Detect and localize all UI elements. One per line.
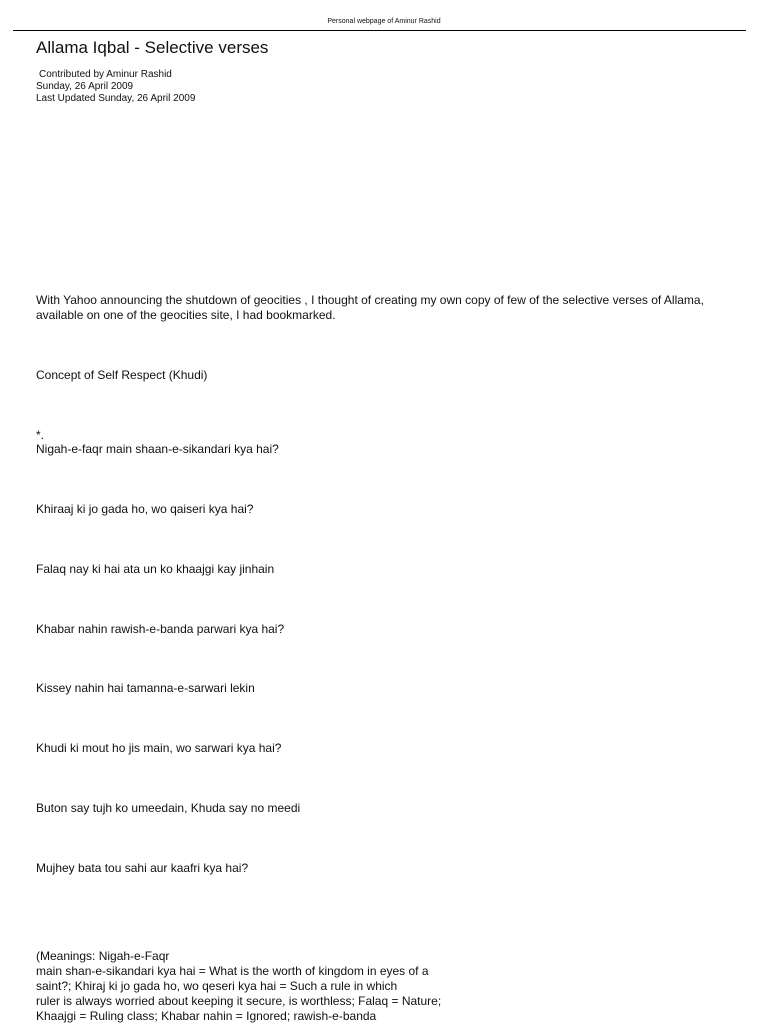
bullet-marker: *. [36,428,45,442]
publish-date: Sunday, 26 April 2009 [36,81,134,92]
article-title: Allama Iqbal - Selective verses [36,38,269,57]
last-updated: Last Updated Sunday, 26 April 2009 [36,93,196,104]
verse-line: Kissey nahin hai tamanna-e-sarwari lekin [36,681,255,695]
meanings-line: ruler is always worried about keeping it secure, is worthless; Falaq = Nature; [36,994,442,1008]
verse-line: Khudi ki mout ho jis main, wo sarwari kya hai? [36,741,282,755]
meanings-block [36,949,496,1024]
meanings-line: main shan-e-sikandari kya hai = What is the worth of kingdom in eyes of a [36,964,429,978]
article-meta [36,69,195,105]
verse-line: Buton say tujh ko umeedain, Khuda say no meedi [36,801,301,815]
verse-line: Khabar nahin rawish-e-banda parwari kya hai? [36,622,285,636]
meanings-line: saint?; Khiraj ki jo gada ho, wo qeseri kya hai = Such a rule in which [36,979,398,993]
meanings-line: (Meanings: Nigah-e-Faqr [36,949,170,963]
verse-line: Nigah-e-faqr main shaan-e-sikandari kya hai? [36,442,279,456]
header-divider [13,30,746,31]
verse-line: Falaq nay ki hai ata un ko khaajgi kay jinhain [36,562,275,576]
contributor-line: Contributed by Aminur Rashid [39,69,172,80]
verse-line: Khiraaj ki jo gada ho, wo qaiseri kya hai? [36,502,254,516]
section-heading: Concept of Self Respect (Khudi) [36,368,208,382]
intro-paragraph: With Yahoo announcing the shutdown of geocities , I thought of creating my own copy of few of the selective verses of Allama, available on one of the geocities site, I had bookmarked. [36,293,704,322]
meanings-line: Khaajgi = Ruling class; Khabar nahin = Ignored; rawish-e-banda [36,1009,377,1023]
verse-line: Mujhey bata tou sahi aur kaafri kya hai? [36,861,249,875]
site-header: Personal webpage of Aminur Rashid [327,18,441,25]
